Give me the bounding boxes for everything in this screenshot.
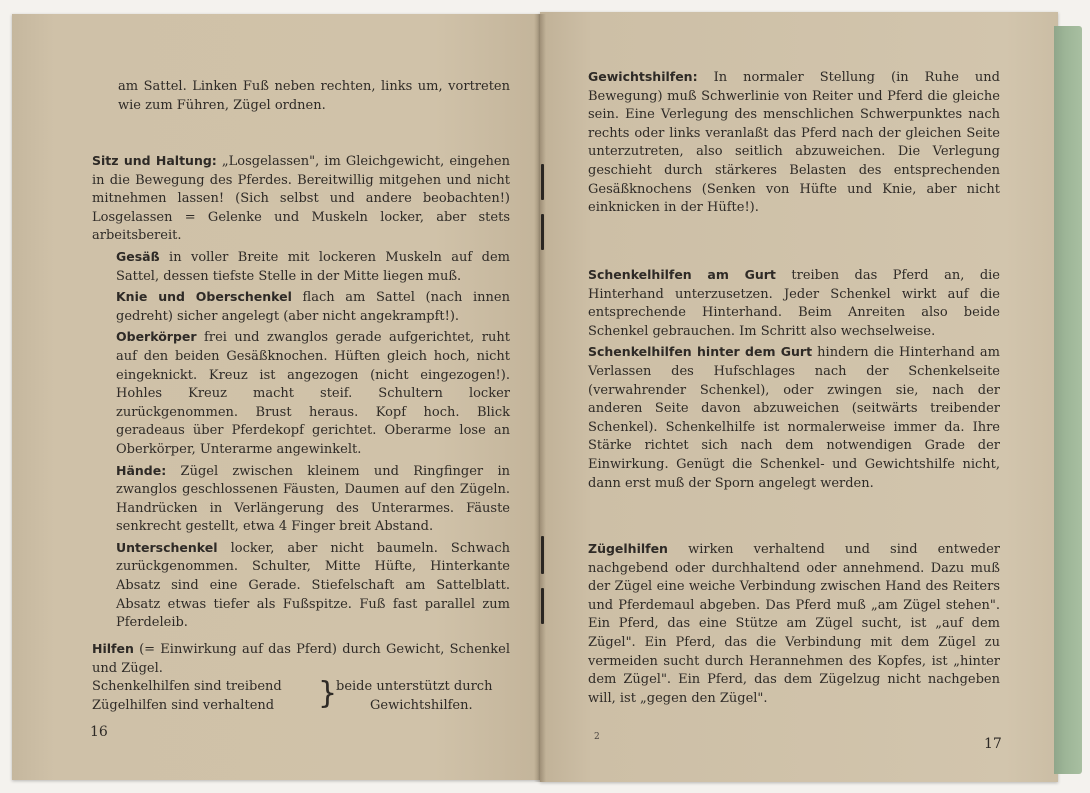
zuegel-text: wirken verhaltend und sind entweder nachgebend oder durchhaltend oder annehmend. Dazu muß der Zügel eine weiche Verbindung zwischen Hand des Reiters und Pferdemaul abgeben. Das Pferd muß „am Zügel stehen". Ein Pferd, das eine Stütze am Zügel sucht, ist „auf dem Zügel". Ein Pferd, das die Verbindung mit dem Zügel zu vermeiden sucht durch Herannehmen des Kopfes, ist „hinter dem Zügel". Ein Pferd, das dem Zügelzug nicht nachgeben will, ist „gegen den Zügel". bbox=[588, 542, 1000, 706]
zuegel-paragraph bbox=[588, 540, 1000, 708]
hilfen-paragraph bbox=[92, 640, 510, 678]
gewicht-paragraph bbox=[588, 68, 1000, 218]
gewicht-heading: Gewichtshilfen: bbox=[588, 69, 698, 84]
gesaess-paragraph bbox=[92, 248, 510, 286]
green-cover-edge bbox=[1054, 26, 1082, 774]
staple-bottom-lower bbox=[541, 588, 544, 624]
left-main-text bbox=[92, 152, 510, 633]
unterschenkel-paragraph bbox=[92, 539, 510, 633]
hilfen-left-lines bbox=[92, 678, 322, 715]
hilfen-right-lines bbox=[336, 678, 506, 715]
sitz-paragraph bbox=[92, 152, 510, 246]
top-line-text: am Sattel. Linken Fuß neben rechten, links um, vortreten wie zum Führen, Zügel ordnen. bbox=[118, 79, 510, 113]
sitz-heading: Sitz und Haltung: bbox=[92, 153, 217, 168]
oberkoerper-text: frei und zwanglos gerade aufgerichtet, ruht auf den beiden Gesäßknochen. Hüften gleich hoch, nicht eingeknickt. Kreuz ist angezogen (nicht eingezogen!). Hohles Kreuz macht steif. Schultern locker zurückgenommen. Brust heraus. Kopf hoch. Blick geradeaus über Pferdekopf gerichtet. Oberarme lose an Oberkörper, Unterarme angewinkelt. bbox=[116, 330, 510, 457]
book-gutter bbox=[534, 14, 546, 782]
haende-heading: Hände: bbox=[116, 462, 167, 478]
sitz-text: „Losgelassen", im Gleichgewicht, eingehen in die Bewegung des Pferdes. Bereitwillig mitgehen und nicht mitnehmen lassen! (Sich selbst und andere beobachten!) Losgelassen = Gelenke und Muskeln locker, aber stets arbeitsbereit. bbox=[92, 154, 510, 244]
hilfen-heading: Hilfen bbox=[92, 641, 134, 656]
staple-bottom-upper bbox=[541, 536, 544, 574]
schenkel-gurt-paragraph bbox=[588, 266, 1000, 493]
zuegel-heading: Zügelhilfen bbox=[588, 541, 668, 556]
unterschenkel-heading: Unterschenkel bbox=[116, 539, 218, 555]
gewicht-text: In normaler Stellung (in Ruhe und Bewegung) muß Schwerlinie von Reiter und Pferd die gleiche sein. Eine Verlegung des menschlichen Schwerpunktes nach rechts oder links veranlaßt das Pferd nach der gleichen Seite unterzutreten, also seitlich abzuweichen. Die Verlegung geschieht durch stärkeres Belasten des entsprechenden Gesäßknochens (Senken von Hüfte und Knie, aber nicht einknicken in der Hüfte!). bbox=[588, 70, 1000, 216]
oberkoerper-heading: Oberkörper bbox=[116, 329, 197, 345]
page-number-left: 16 bbox=[90, 724, 108, 740]
unterschenkel-text: locker, aber nicht baumeln. Schwach zurückgenommen. Schulter, Mitte Hüfte, Hinterkante Absatz sind eine Gerade. Stiefelschaft am Sattelblatt. Absatz etwas tiefer als Fußspitze. Fuß fast parallel zum Pferdeleib. bbox=[116, 540, 511, 631]
schenkel-hinter-text: hindern die Hinterhand am Verlassen des Hufschlages nach der Schenkelseite (verwahrender Schenkel), oder zwingen sie, nach der anderen Seite davon abzuweichen (seitwärts treibender Schenkel). Schenkelhilfe ist normalerweise immer da. Ihre Stärke richtet sich nach dem notwendigen Grade der Einwirkung. Genügt die Schenkel- und Gewichtshilfe nicht, dann erst muß der Sporn angelegt werden. bbox=[588, 345, 1000, 491]
zuegelhilfen-line: Zügelhilfen sind verhaltend bbox=[92, 697, 275, 713]
gesaess-heading: Gesäß bbox=[116, 248, 160, 264]
knie-heading: Knie und Oberschenkel bbox=[116, 289, 292, 305]
unterstuetzt-line: beide unterstützt durch bbox=[336, 679, 493, 694]
hilfen-brace: } bbox=[318, 676, 338, 711]
signature-mark: 2 bbox=[594, 732, 600, 742]
gesaess-text: in voller Breite mit lockeren Muskeln auf dem Sattel, dessen tiefste Stelle in der Mitte liegen muß. bbox=[116, 249, 510, 284]
page-number-right: 17 bbox=[984, 736, 1002, 752]
haende-paragraph bbox=[92, 462, 510, 537]
staple-top-lower bbox=[541, 214, 544, 250]
hilfen-text: (= Einwirkung auf das Pferd) durch Gewicht, Schenkel und Zügel. bbox=[92, 642, 510, 676]
schenkel-hinter-heading: Schenkelhilfen hinter dem Gurt bbox=[588, 344, 813, 360]
oberkoerper-paragraph bbox=[92, 328, 510, 459]
schenkel-gurt-text: treiben das Pferd an, die Hinterhand unterzusetzen. Jeder Schenkel wirkt auf die entsprechende Hinterhand. Beim Anreiten also beide Schenkel gebrauchen. Im Schritt also wechselweise. bbox=[588, 268, 1000, 339]
staple-top-upper bbox=[541, 164, 544, 200]
left-top-paragraph bbox=[118, 78, 510, 115]
schenkel-gurt-heading: Schenkelhilfen am Gurt bbox=[588, 267, 776, 282]
knie-paragraph bbox=[92, 288, 510, 326]
gewichtshilfen-line: Gewichtshilfen. bbox=[370, 697, 473, 713]
schenkelhilfen-line: Schenkelhilfen sind treibend bbox=[92, 679, 282, 694]
schenkel-hinter-paragraph bbox=[588, 343, 1000, 493]
knie-text: flach am Sattel (nach innen gedreht) sicher angelegt (aber nicht angekrampft!). bbox=[116, 290, 510, 324]
haende-text: Zügel zwischen kleinem und Ringfinger in zwanglos geschlossenen Fäusten, Daumen auf den Zügeln. Handrücken in Verlängerung des Unterarmes. Fäuste senkrecht gestellt, etwa 4 Finger breit Abstand. bbox=[116, 463, 510, 535]
